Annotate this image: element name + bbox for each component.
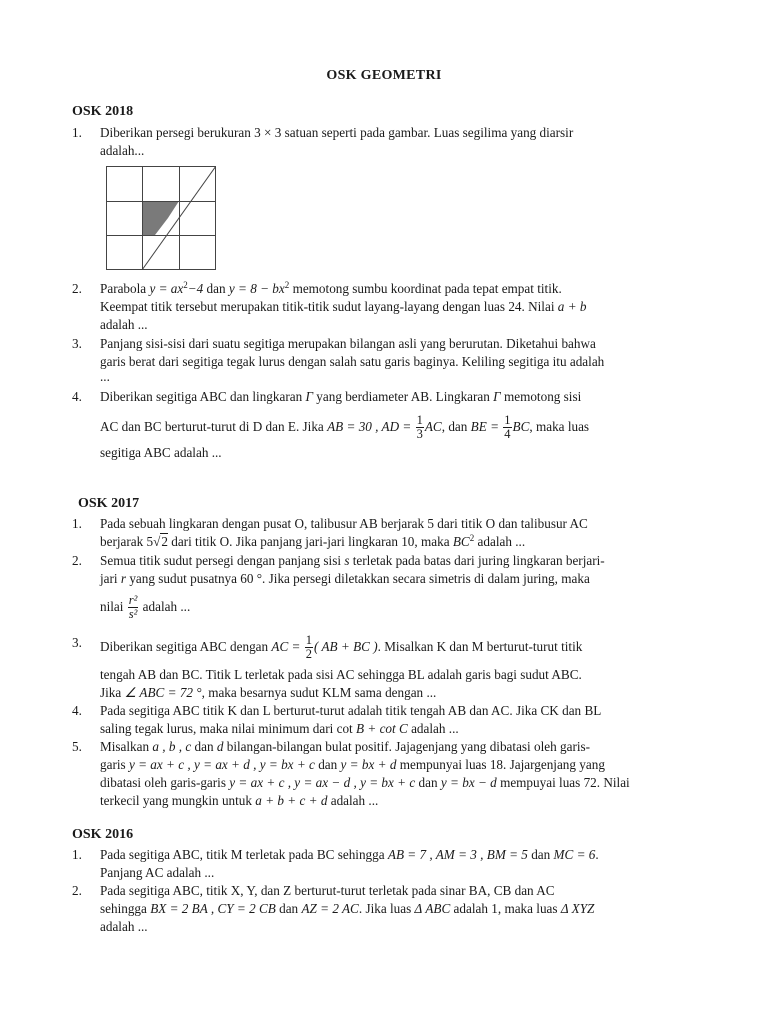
problem-text: , maka luas: [529, 419, 590, 434]
problem-text: dari titik O. Jika panjang jari-jari lingkaran 10, maka: [171, 534, 450, 549]
problem-text: dan: [279, 901, 299, 916]
problem-text: Diberikan persegi berukuran 3 × 3 satuan seperti pada gambar. Luas segilima yang diarsir: [100, 125, 574, 140]
problem-text: dan: [194, 739, 214, 754]
problem-text: mempuyai luas 72. Nilai: [500, 775, 630, 790]
problem-text: berjarak 5: [100, 534, 154, 549]
math-expression: AC =: [271, 639, 301, 654]
math-expression: d: [216, 739, 224, 754]
math-expression: Δ XYZ: [560, 901, 595, 916]
math-expression: MC = 6: [553, 847, 596, 862]
math-expression: y = 8 − bx: [228, 281, 285, 296]
math-expression: BX = 2 BA , CY = 2 CB: [150, 901, 276, 916]
section-heading-2017: OSK 2017: [78, 496, 140, 511]
problem-text: dan: [206, 281, 226, 296]
problem-text: Pada segitiga ABC titik K dan L berturut-turut adalah titik tengah AB dan AC. Jika CK dan BL: [100, 703, 602, 718]
math-expression: y = bx + d: [340, 757, 397, 772]
math-exponent: 2: [469, 533, 475, 543]
problem-text: garis berat dari segitiga tegak lurus dengan salah satu garis baginya. Keliling segitiga itu adalah: [100, 354, 605, 369]
math-expression: BC: [512, 419, 530, 434]
problem-text: dibatasi oleh garis-garis: [100, 775, 226, 790]
problem-text: , maka besarnya sudut KLM sama dengan ...: [201, 685, 437, 701]
problem-text: jari: [100, 571, 118, 586]
math-expression: AB = 30 , AD =: [327, 419, 412, 434]
grid-figure: [106, 166, 216, 270]
problem-text: yang berdiameter AB. Lingkaran: [316, 389, 490, 404]
problem-text: Panjang sisi-sisi dari suatu segitiga merupakan bilangan asli yang berurutan. Diketahui bahwa: [100, 336, 596, 351]
problem-text: , dan: [441, 419, 468, 434]
problem-2017-4: [72, 702, 702, 738]
math-expression: B + cot C: [356, 721, 408, 736]
problem-2017-3: [72, 634, 702, 702]
section-heading-2016: OSK 2016: [72, 827, 134, 842]
problem-text: . Misalkan K dan M berturut-turut titik: [377, 639, 583, 654]
math-expression: y = ax: [149, 281, 184, 296]
math-exponent: 2: [183, 280, 188, 290]
problem-2017-2: [72, 552, 702, 622]
problem-text: memotong sisi: [503, 389, 582, 404]
problem-2016-2: [72, 882, 702, 936]
problem-text: bilangan-bilangan bulat positif. Jajagenjang yang dibatasi oleh garis-: [226, 739, 591, 754]
problem-text: segitiga ABC adalah ...: [100, 445, 222, 460]
problem-2017-1: 1. Pada sebuah lingkaran dengan pusat O, talibusur AB berjarak 5 dari titik O dan talibusur AC berjarak 5√2 dari titik O. Jika panjang jari-jari lingkaran 10, maka $BC^2$ adalah ...: [72, 515, 702, 551]
problem-text: dan: [531, 847, 551, 862]
problem-text: Panjang AC adalah ...: [100, 865, 215, 880]
problem-text: dan: [318, 757, 338, 772]
problem-number: 2.: [72, 553, 82, 568]
problem-text: Jika: [100, 685, 122, 701]
problem-number: 1.: [72, 847, 82, 862]
math-symbol: Γ: [305, 389, 313, 404]
problem-2018-4: [72, 388, 702, 462]
math-expression: −4: [187, 281, 204, 296]
problem-text: . Jika luas: [358, 901, 412, 916]
problem-text: Pada sebuah lingkaran dengan pusat O, talibusur AB berjarak 5 dari titik O dan talibusur AC: [100, 516, 588, 531]
problem-2016-1: [72, 846, 702, 882]
problem-text: Pada segitiga ABC, titik X, Y, dan Z berturut-turut terletak pada sinar BA, CB dan AC: [100, 883, 555, 898]
problem-text: adalah ...: [100, 919, 148, 934]
math-expression: BC: [452, 534, 470, 549]
math-radicand: 2: [161, 534, 168, 549]
problem-number: 2.: [72, 281, 82, 296]
problem-number: 3.: [72, 336, 82, 351]
math-expression: y = ax + c , y = ax + d , y = bx + c: [128, 757, 315, 772]
problem-text: ...: [100, 369, 110, 384]
problem-text: terletak pada batas dari juring lingkaran berjari-: [352, 553, 605, 568]
problem-text: tengah AB dan BC. Titik L terletak pada sisi AC sehingga BL adalah garis bagi sudut ABC.: [100, 667, 582, 683]
problem-text: AC dan BC berturut-turut di D dan E. Jika: [100, 419, 324, 434]
problem-text: nilai: [100, 599, 124, 614]
fraction: $\frac{1}{2}$: [305, 633, 313, 662]
math-expression: AB = 7 , AM = 3 , BM = 5: [387, 847, 528, 862]
math-expression: a + b: [557, 299, 587, 314]
problem-number: 4.: [72, 389, 82, 404]
problem-text: saling tegak lurus, maka nilai minimum dari cot: [100, 721, 353, 736]
shaded-pentagon: [142, 201, 179, 235]
math-expression: ( AB + BC ): [314, 639, 378, 654]
problem-text: Diberikan segitiga ABC dengan: [100, 639, 269, 654]
problem-number: 2.: [72, 883, 82, 898]
math-variable: r: [120, 571, 127, 586]
problem-text: adalah ...: [142, 599, 191, 614]
problem-number: 5.: [72, 739, 82, 754]
problem-text: Misalkan: [100, 739, 150, 754]
problem-text: adalah 1, maka luas: [453, 901, 558, 916]
problem-number: 1.: [72, 516, 82, 531]
math-expression: BE =: [470, 419, 499, 434]
problem-text: .: [595, 847, 599, 862]
problem-2018-3: [72, 335, 702, 383]
math-symbol: Γ: [493, 389, 501, 404]
problem-text: sehingga: [100, 901, 147, 916]
document-title: OSK GEOMETRI: [326, 68, 442, 83]
problem-text: yang sudut pusatnya 60 °. Jika persegi diletakkan secara simetris di dalam juring, maka: [129, 571, 590, 586]
problem-text: terkecil yang mungkin untuk: [100, 793, 252, 808]
problem-text: Keempat titik tersebut merupakan titik-titik sudut layang-layang dengan luas 24. Nilai: [100, 299, 555, 314]
problem-2018-1: [72, 124, 702, 160]
fraction: $\frac{1}{4}$: [504, 413, 511, 442]
problem-text: Diberikan segitiga ABC dan lingkaran: [100, 389, 303, 404]
problem-text: Semua titik sudut persegi dengan panjang sisi: [100, 553, 342, 568]
math-expression: ∠ ABC = 72 °: [124, 685, 202, 701]
problem-text: garis: [100, 757, 126, 772]
math-expression: a + b + c + d: [255, 793, 328, 808]
math-expression: Δ ABC: [414, 901, 451, 916]
problem-number: 1.: [72, 125, 82, 140]
problem-text: Pada segitiga ABC, titik M terletak pada BC sehingga: [100, 847, 385, 862]
problem-2018-2: [72, 280, 702, 334]
problem-2017-5: [72, 738, 702, 810]
math-expression: a , b , c: [152, 739, 192, 754]
problem-text: Parabola: [100, 281, 147, 296]
problem-text: adalah ...: [330, 793, 379, 808]
problem-text: adalah...: [100, 143, 145, 158]
problem-number: 3.: [72, 635, 82, 650]
math-expression: y = ax + c , y = ax − d , y = bx + c: [229, 775, 416, 790]
problem-text: memotong sumbu koordinat pada tepat empat titik.: [292, 281, 562, 296]
problem-text: dan: [418, 775, 438, 790]
problem-text: mempunyai luas 18. Jajargenjang yang: [399, 757, 605, 772]
math-expression: y = bx − d: [440, 775, 497, 790]
problem-text: adalah ...: [100, 317, 148, 332]
problem-text: adalah ...: [477, 534, 526, 549]
fraction: $\frac{\text{r²}}{\text{s²}}$: [128, 593, 138, 622]
math-expression: AZ = 2 AC: [301, 901, 359, 916]
math-variable: s: [344, 553, 350, 568]
math-exponent: 2: [284, 280, 290, 290]
problem-number: 4.: [72, 703, 82, 718]
problem-text: adalah ...: [411, 721, 459, 736]
math-expression: AC: [424, 419, 442, 434]
section-heading-2018: OSK 2018: [72, 104, 134, 119]
fraction: $\frac{1}{3}$: [416, 413, 423, 442]
